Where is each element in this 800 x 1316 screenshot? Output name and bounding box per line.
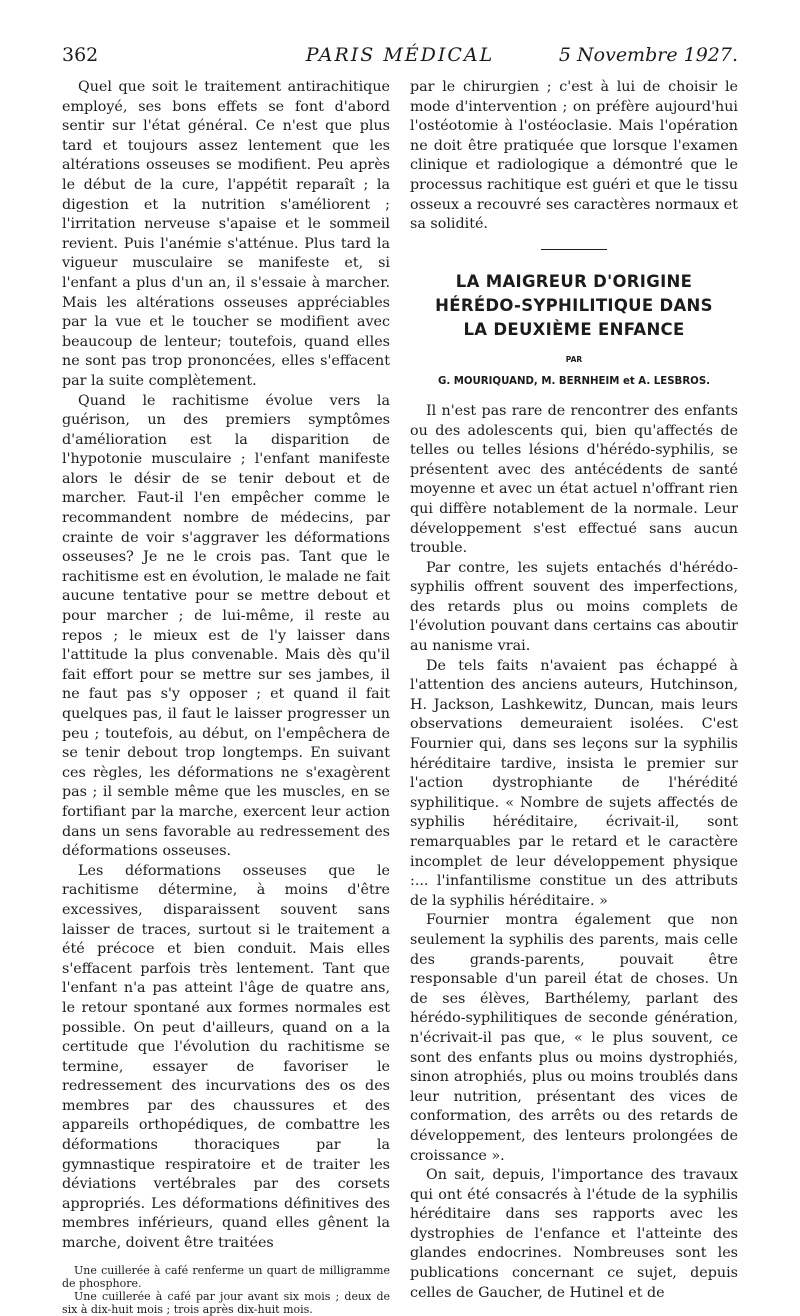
footnote: Une cuillerée à café renferme un quart de milligramme de phosphore. — [62, 1263, 390, 1290]
paragraph: Il n'est pas rare de rencontrer des enfants ou des adolescents qui, bien qu'affectés de telles ou telles lésions d'hérédo-syphilis, se présentent avec des antécédents de santé moyenne et avec un état actuel n'offrant rien qui diffère notablement de la normale. Leur développement s'est effectué sans aucun trouble. — [410, 402, 738, 557]
article-title-line: LA MAIGREUR D'ORIGINE — [455, 271, 693, 291]
issue-date: 5 Novembre 1927. — [558, 44, 738, 66]
page-header — [62, 44, 738, 72]
journal-title: PARIS MÉDICAL — [305, 44, 495, 66]
right-column — [410, 78, 738, 1303]
continuation-paragraph: par le chirurgien ; c'est à lui de choisir le mode d'intervention ; on préfère aujourd'hui l'ostéotomie à l'ostéoclasie. Mais l'opération ne doit être pratiquée que lorsque l'examen clinique et radiologique a démontré que le processus rachitique est guéri et que le tissu osseux a recouvré ses caractères normaux et sa solidité. — [410, 79, 738, 233]
paragraph: De tels faits n'avaient pas échappé à l'attention des anciens auteurs, Hutchinson, H. Jackson, Lashkewitz, Duncan, mais leurs observations demeuraient isolées. C'est Fournier qui, dans ses leçons sur la syphilis héréditaire tardive, insista le premier sur l'action dystrophiante de l'hérédité syphilitique. « Nombre de sujets affectés de syphilis héréditaire, écrivait-il, sont remarquables par le retard et le caractère incomplet de leur développement physique :... l'infantilisme constitue un des attributs de la syphilis héréditaire. » — [410, 657, 738, 909]
article-authors: G. MOURIQUAND, M. BERNHEIM et A. LESBROS. — [437, 376, 711, 388]
left-column — [62, 78, 390, 1316]
paragraph: On sait, depuis, l'importance des travaux qui ont été consacrés à l'étude de la syphilis héréditaire dans ses rapports avec les dystrophies de l'enfance et l'atteinte des glandes endocrines. Nombreuses sont les publications concernant ce sujet, depuis celles de Gaucher, de Hutinel et de — [410, 1167, 738, 1301]
section-divider — [541, 249, 607, 250]
article-title-line: HÉRÉDO-SYPHILITIQUE DANS — [435, 295, 713, 315]
footnotes — [62, 1264, 390, 1316]
footnote: Une cuillerée à café par jour avant six mois ; deux de six à dix-huit mois ; trois après dix-huit mois. — [62, 1289, 390, 1316]
paragraph: Par contre, les sujets entachés d'hérédo-syphilis offrent souvent des imperfections, des retards plus ou moins complets de l'évolution pouvant dans certains cas aboutir au nanisme vrai. — [410, 559, 738, 655]
page-number: 362 — [62, 44, 99, 66]
paragraph: Fournier montra également que non seulement la syphilis des parents, mais celle des grands-parents, pouvait être responsable d'un pareil état de choses. Un de ses élèves, Barthélemy, parlant des hérédo-syphilitiques de seconde génération, n'écrivait-il pas que, « le plus souvent, ce sont des enfants plus ou moins dystrophiés, sinon atrophiés, plus ou moins troublés dans leur nutrition, présentant des vices de conformation, des arrêts ou des retards de développement, des lenteurs prolongées de croissance ». — [410, 912, 738, 1164]
paragraph: Quel que soit le traitement antirachitique employé, ses bons effets se font d'abord sentir sur l'état général. Ce n'est que plus tard et toujours assez lentement que les altérations osseuses se modifient. Peu après le début de la cure, l'appétit reparaît ; la digestion et la nutrition s'améliorent ; l'irritation nerveuse s'apaise et le sommeil revient. Puis l'anémie s'atténue. Plus tard la vigueur musculaire se manifeste et, si l'enfant a plus d'un an, il s'essaie à marcher. Mais les altérations osseuses appréciables par la vue et le toucher se modifient avec beaucoup de lenteur; toutefois, quand elles ne sont pas trop prononcées, elles s'effacent par la suite complètement. — [62, 79, 390, 389]
article-title-line: LA DEUXIÈME ENFANCE — [463, 319, 685, 339]
article-title — [410, 270, 738, 342]
paragraph: Quand le rachitisme évolue vers la guérison, un des premiers symptômes d'amélioration est la disparition de l'hypotonie musculaire ; l'enfant manifeste alors le désir de se tenir debout et de marcher. Faut-il l'en empêcher comme le recommandent nombre de médecins, par crainte de voir s'aggraver les déformations osseuses? Je ne le crois pas. Tant que le rachitisme est en évolution, le malade ne fait aucune tentative pour se mettre debout et pour marcher ; de lui-même, il reste au repos ; le mieux est de l'y laisser dans l'attitude la plus convenable. Mais dès qu'il fait effort pour se mettre sur ses jambes, il ne faut pas s'y opposer ; et quand il fait quelques pas, il faut le laisser progresser un peu ; toutefois, au début, on l'empêchera de se tenir debout trop longtemps. En suivant ces règles, les déformations ne s'exagèrent pas ; il semble même que les muscles, en se fortifiant par la marche, exercent leur action dans un sens favorable au redressement des déformations osseuses. — [62, 392, 390, 860]
byline-label: PAR — [565, 354, 583, 364]
paragraph: Les déformations osseuses que le rachitisme détermine, à moins d'être excessives, disparaissent souvent sans laisser de traces, surtout si le traitement a été précoce et bien conduit. Mais elles s'effacent parfois très lentement. Tant que l'enfant n'a pas atteint l'âge de quatre ans, le retour spontané aux formes normales est possible. On peut d'ailleurs, quand on a la certitude que l'évolution du rachitisme se termine, essayer de favoriser le redressement des incurvations des os des membres par des chaussures et des appareils orthopédiques, de combattre les déformations thoraciques par la gymnastique respiratoire et de traiter les déviations vertébrales par des corsets appropriés. Les déformations définitives des membres inférieurs, quand elles gênent la marche, doivent être traitées — [62, 862, 390, 1252]
